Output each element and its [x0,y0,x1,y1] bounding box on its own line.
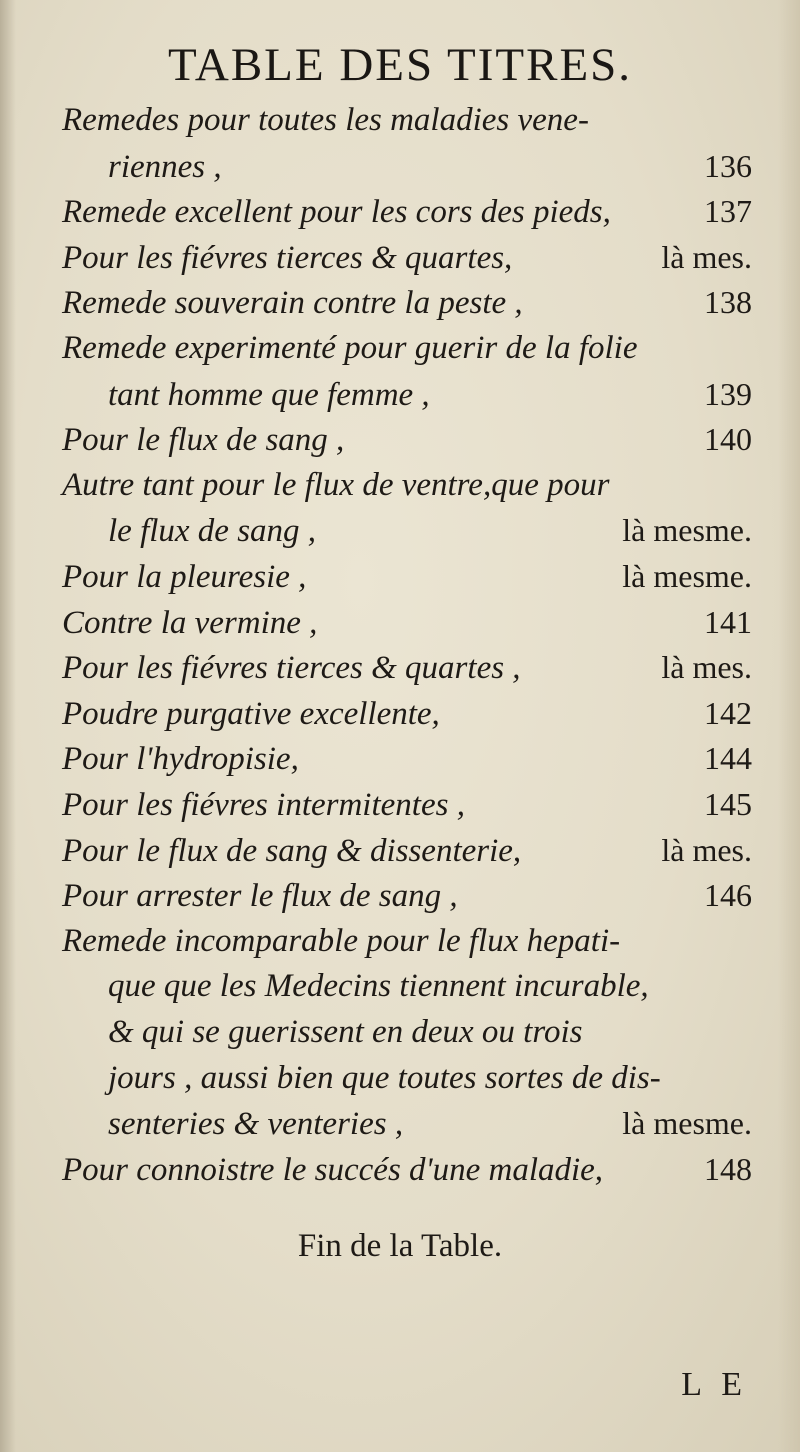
table-entry-line [62,554,752,598]
table-entry-line [62,691,752,735]
entry-title: tant homme que femme , [108,377,430,413]
table-entry-line [62,417,752,461]
entry-page-ref: 136 [704,148,752,184]
table-entry-line [62,736,752,780]
entry-page-ref: là mesme. [622,512,752,548]
table-entry-line [62,782,752,826]
entry-title: Remedes pour toutes les maladies vene- [62,102,589,138]
entry-title: riennes , [108,149,222,185]
table-entry-line [62,326,752,370]
entry-page-ref: là mes. [661,239,752,275]
table-entry-line [108,964,752,1008]
entry-title: senteries & venteries , [108,1106,404,1142]
entry-page-ref: 146 [704,877,752,913]
entry-title: Remede excellent pour les cors des pieds, [62,194,611,230]
entry-title: Pour l'hydropisie, [62,741,299,777]
entry-page-ref: 138 [704,284,752,320]
entry-page-ref: 142 [704,695,752,731]
entry-title: Poudre purgative excellente, [62,696,440,732]
table-entry-line [62,919,752,963]
table-entry-line [108,372,752,416]
entry-page-ref: là mes. [661,649,752,685]
table-entry-line [62,873,752,917]
end-of-table-note: Fin de la Table. [297,1228,503,1264]
entry-title: Autre tant pour le flux de ventre,que pour [62,467,610,503]
entry-title: que que les Medecins tiennent incurable, [108,968,649,1004]
table-entry-line [62,280,752,324]
entry-page-ref: 141 [704,604,752,640]
table-entry-line [108,1101,752,1145]
entry-title: Pour les fiévres tierces & quartes, [62,240,513,276]
table-entry-line [108,1056,752,1100]
entry-title: Remede souverain contre la peste , [62,285,523,321]
entry-page-ref: 139 [704,376,752,412]
table-entry-line [62,98,752,142]
table-entry-line [108,1010,752,1054]
table-entry-line [62,1147,752,1191]
table-entry-line [62,463,752,507]
entry-page-ref: là mes. [661,832,752,868]
entry-title: jours , aussi bien que toutes sortes de dis- [108,1060,661,1096]
entry-title: Remede experimenté pour guerir de la folie [62,330,638,366]
entry-title: Pour la pleuresie , [62,559,307,595]
entry-page-ref: 144 [704,740,752,776]
entry-page-ref: là mesme. [622,1105,752,1141]
table-entry-line [62,600,752,644]
entry-title: & qui se guerissent en deux ou trois [108,1014,583,1050]
entry-page-ref: 148 [704,1151,752,1187]
table-entry-line [62,828,752,872]
entry-title: Pour les fiévres intermitentes , [62,787,465,823]
entry-page-ref: là mesme. [622,558,752,594]
table-entry-line [62,645,752,689]
entry-title: le flux de sang , [108,513,317,549]
entry-title: Pour les fiévres tierces & quartes , [62,650,521,686]
entry-title: Pour connoistre le succés d'une maladie, [62,1152,604,1188]
entry-page-ref: 137 [704,193,752,229]
table-entry-line [62,235,752,279]
entry-title: Contre la vermine , [62,605,318,641]
entry-title: Pour arrester le flux de sang , [62,878,458,914]
entry-page-ref: 140 [704,421,752,457]
entry-title: Pour le flux de sang , [62,422,345,458]
catchword: L E [681,1366,748,1403]
entry-page-ref: 145 [704,786,752,822]
entry-title: Pour le flux de sang & dissenterie, [62,833,522,869]
entry-title: Remede incomparable pour le flux hepati- [62,923,621,959]
table-entry-line [108,508,752,552]
table-entry-line [108,144,752,188]
page-title: TABLE DES TITRES. [167,39,633,91]
table-entry-line [62,189,752,233]
